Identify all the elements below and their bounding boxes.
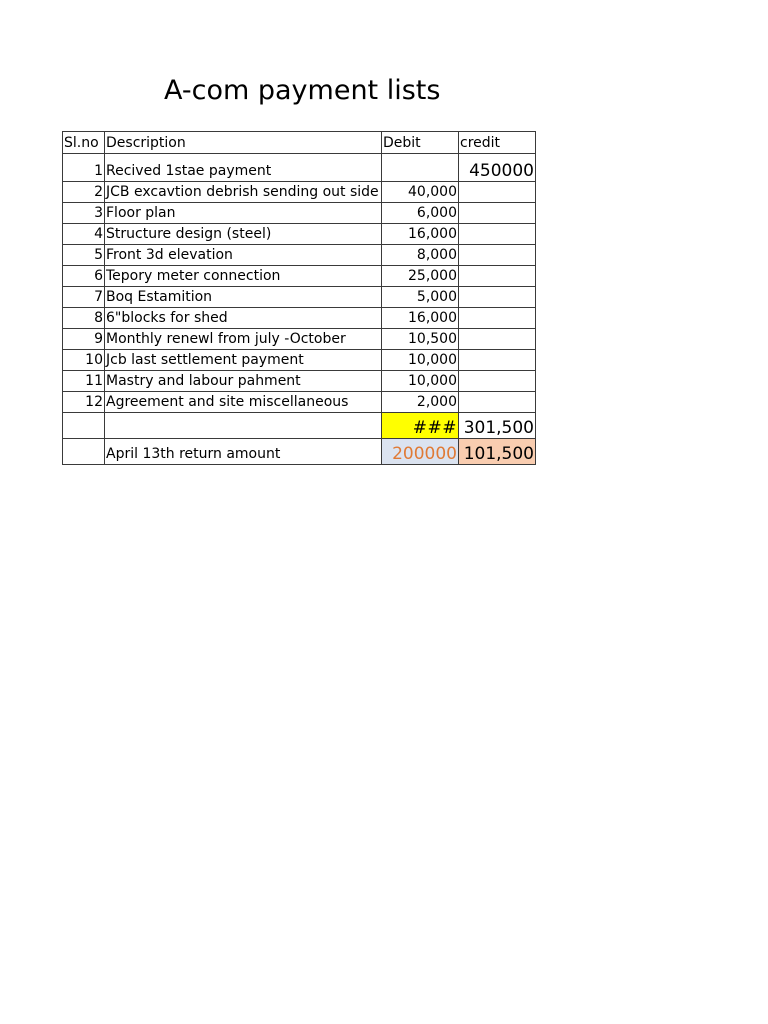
cell-credit[interactable] [459, 203, 536, 224]
totals-row [63, 413, 536, 439]
cell-description[interactable]: Agreement and site miscellaneous [105, 392, 382, 413]
cell-debit[interactable]: 10,000 [382, 350, 459, 371]
cell-description[interactable]: Monthly renewl from july -October [105, 329, 382, 350]
cell-slno[interactable]: 9 [63, 329, 105, 350]
cell-credit[interactable] [459, 287, 536, 308]
cell-debit[interactable]: 2,000 [382, 392, 459, 413]
return-row [63, 439, 536, 465]
cell-credit[interactable] [459, 329, 536, 350]
return-credit-cell[interactable]: 101,500 [459, 439, 536, 465]
cell-debit[interactable]: 8,000 [382, 245, 459, 266]
return-description-cell[interactable]: April 13th return amount [105, 439, 382, 465]
cell-credit[interactable] [459, 350, 536, 371]
table-row [63, 203, 536, 224]
cell-description[interactable]: Mastry and labour pahment [105, 371, 382, 392]
cell-debit[interactable] [382, 154, 459, 182]
cell-credit[interactable] [459, 245, 536, 266]
table-row [63, 154, 536, 182]
cell-description[interactable]: 6"blocks for shed [105, 308, 382, 329]
cell-slno[interactable]: 2 [63, 182, 105, 203]
cell-slno[interactable]: 5 [63, 245, 105, 266]
cell-slno-empty[interactable] [63, 413, 105, 439]
table-row [63, 371, 536, 392]
cell-slno-empty[interactable] [63, 439, 105, 465]
cell-slno[interactable]: 4 [63, 224, 105, 245]
total-debit-cell[interactable]: ### [382, 413, 459, 439]
cell-debit[interactable]: 16,000 [382, 308, 459, 329]
total-credit-cell[interactable]: 301,500 [459, 413, 536, 439]
header-credit[interactable]: credit [459, 132, 536, 154]
table-row [63, 350, 536, 371]
cell-credit[interactable] [459, 371, 536, 392]
cell-description[interactable]: Boq Estamition [105, 287, 382, 308]
table-row [63, 224, 536, 245]
header-row [63, 132, 536, 154]
cell-slno[interactable]: 6 [63, 266, 105, 287]
cell-description[interactable]: Jcb last settlement payment [105, 350, 382, 371]
cell-debit[interactable]: 25,000 [382, 266, 459, 287]
cell-credit[interactable] [459, 266, 536, 287]
cell-slno[interactable]: 7 [63, 287, 105, 308]
header-slno[interactable]: Sl.no [63, 132, 105, 154]
cell-description[interactable]: Front 3d elevation [105, 245, 382, 266]
cell-slno[interactable]: 1 [63, 154, 105, 182]
cell-debit[interactable]: 10,500 [382, 329, 459, 350]
table-row [63, 287, 536, 308]
cell-description[interactable]: Structure design (steel) [105, 224, 382, 245]
cell-slno[interactable]: 8 [63, 308, 105, 329]
table-row [63, 182, 536, 203]
table-row [63, 392, 536, 413]
cell-debit[interactable]: 40,000 [382, 182, 459, 203]
cell-credit[interactable]: 450000 [459, 154, 536, 182]
cell-description[interactable]: JCB excavtion debrish sending out side [105, 182, 382, 203]
return-debit-cell[interactable]: 200000 [382, 439, 459, 465]
cell-description[interactable]: Tepory meter connection [105, 266, 382, 287]
cell-slno[interactable]: 11 [63, 371, 105, 392]
cell-credit[interactable] [459, 392, 536, 413]
cell-debit[interactable]: 16,000 [382, 224, 459, 245]
cell-credit[interactable] [459, 182, 536, 203]
cell-slno[interactable]: 3 [63, 203, 105, 224]
payment-table [62, 131, 536, 465]
cell-debit[interactable]: 5,000 [382, 287, 459, 308]
cell-description[interactable]: Recived 1stae payment [105, 154, 382, 182]
page-title: A-com payment lists [164, 75, 441, 106]
table-row [63, 329, 536, 350]
header-debit[interactable]: Debit [382, 132, 459, 154]
table-row [63, 266, 536, 287]
table-row [63, 245, 536, 266]
table-row [63, 308, 536, 329]
cell-description-empty[interactable] [105, 413, 382, 439]
cell-description[interactable]: Floor plan [105, 203, 382, 224]
header-description[interactable]: Description [105, 132, 382, 154]
cell-credit[interactable] [459, 308, 536, 329]
cell-debit[interactable]: 6,000 [382, 203, 459, 224]
cell-credit[interactable] [459, 224, 536, 245]
cell-slno[interactable]: 10 [63, 350, 105, 371]
cell-debit[interactable]: 10,000 [382, 371, 459, 392]
cell-slno[interactable]: 12 [63, 392, 105, 413]
